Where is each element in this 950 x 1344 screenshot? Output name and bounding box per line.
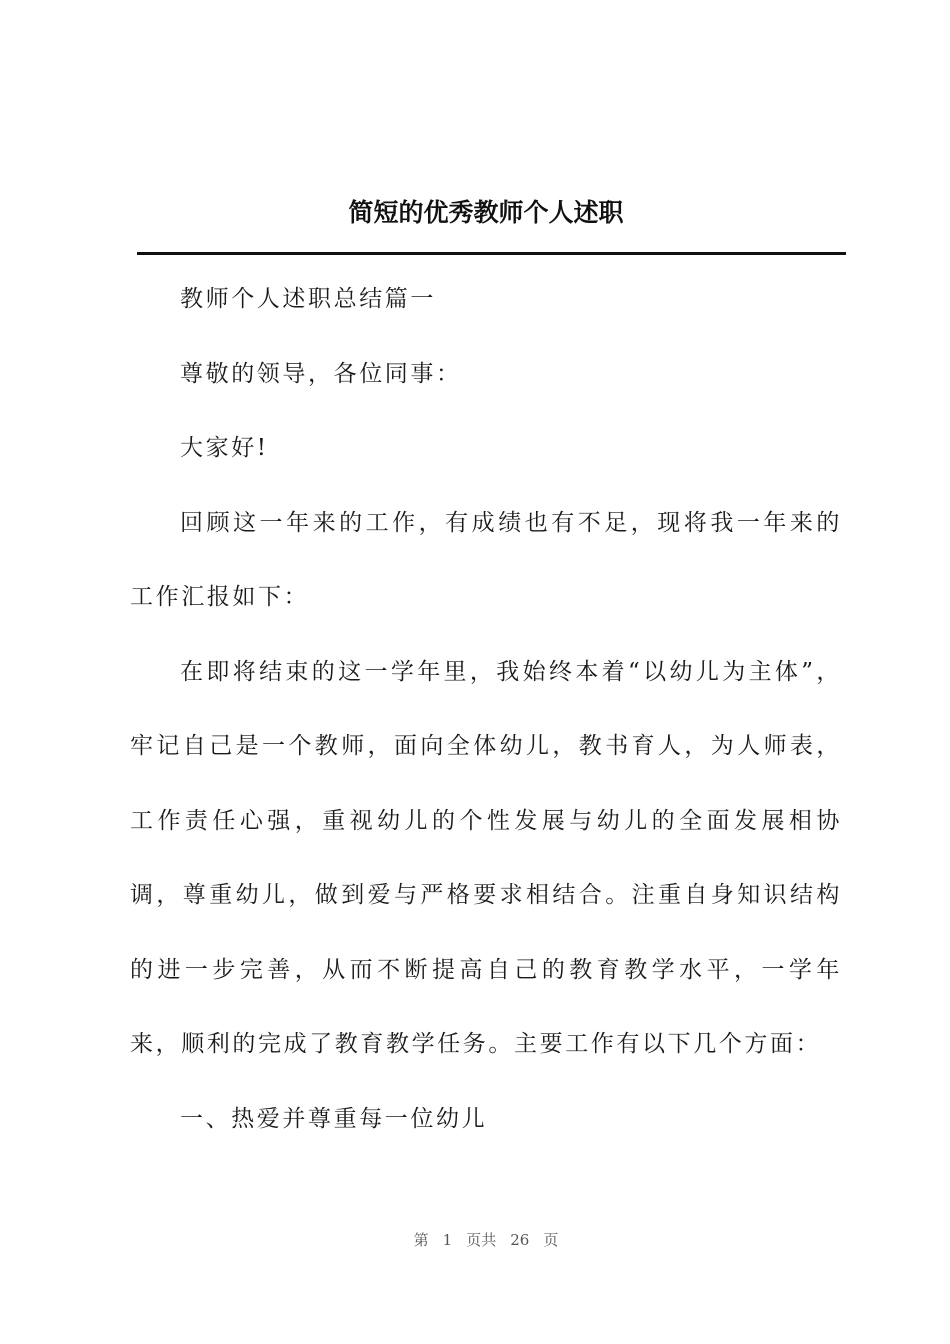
footer-current-page: 1 [442,1231,453,1249]
page-footer [0,1229,950,1250]
paragraph-greeting: 大家好! [180,435,269,461]
paragraph-salutation: 尊敬的领导，各位同事： [180,360,462,387]
document-body [130,262,842,1156]
paragraph-intro: 回顾这一年来的工作，有成绩也有不足，现将我一年来的工作汇报如下： [130,509,842,610]
footer-label-pages: 页 [543,1231,559,1249]
paragraph-main: 在即将结束的这一学年里，我始终本着“以幼儿为主体”，牢记自己是一个教师，面向全体幼儿，教书育人，为人师表，工作责任心强，重视幼儿的个性发展与幼儿的全面发展相协调，尊重幼儿，做到爱与严格要求相结合。注重自身知识结构的进一步完善，从而不断提高自己的教育教学水平，一学年来，顺利的完成了教育教学任务。主要工作有以下几个方面： [130,658,842,1057]
footer-label-of: 页共 [466,1231,497,1249]
paragraph-heading: 教师个人述职总结篇一 [180,286,436,312]
title-divider [137,252,846,255]
paragraph-section-one: 一、热爱并尊重每一位幼儿 [180,1105,488,1132]
footer-total-pages: 26 [510,1231,530,1249]
footer-label-page: 第 [413,1231,429,1249]
document-title: 简短的优秀教师个人述职 [348,198,624,227]
